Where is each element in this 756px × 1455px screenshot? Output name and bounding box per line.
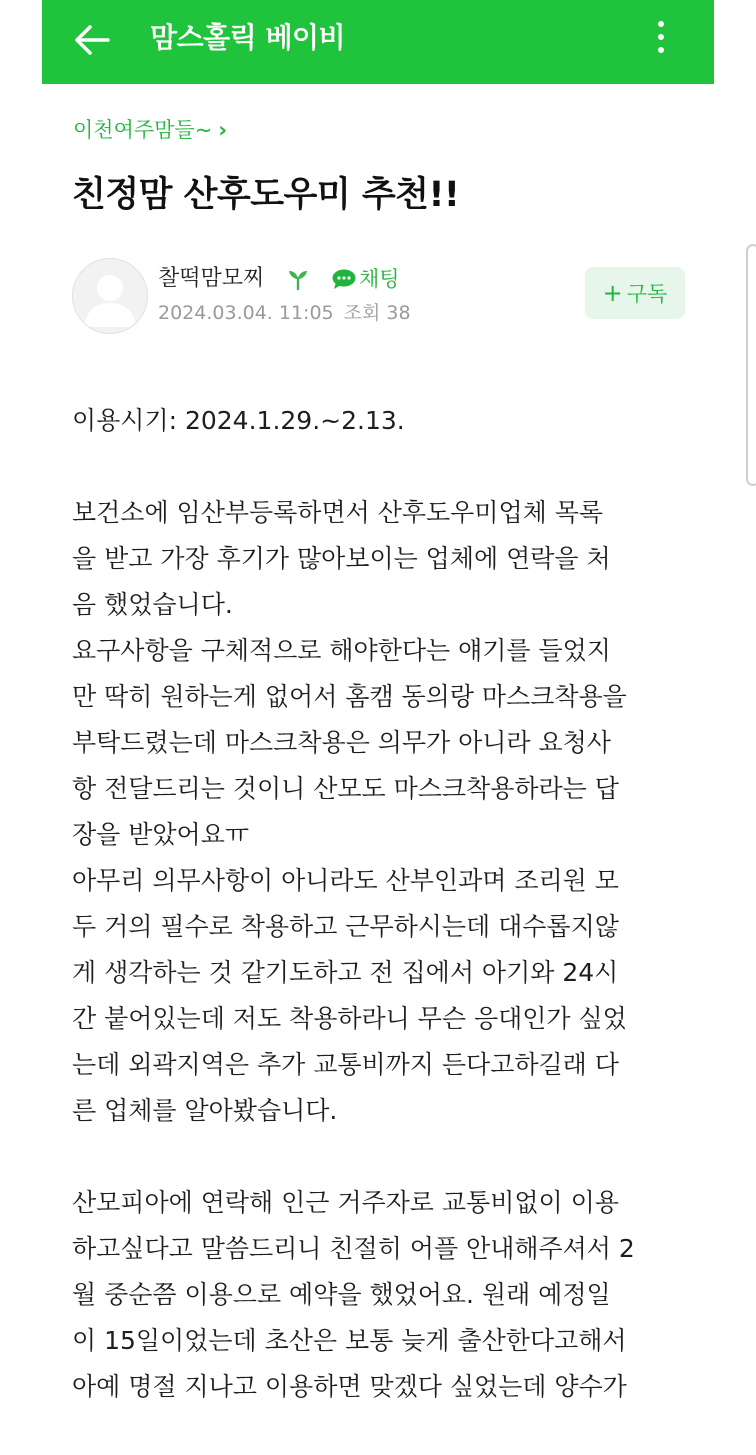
cafe-board-link[interactable]: [73, 116, 227, 144]
back-arrow-icon: [70, 18, 114, 62]
paragraph-gap: [72, 444, 706, 490]
body-line: 이 15일이었는데 초산은 보통 늦게 출산한다고해서: [72, 1326, 627, 1355]
chat-button[interactable]: [331, 264, 400, 294]
body-line: 부탁드렸는데 마스크착용은 의무가 아니라 요청사: [72, 728, 611, 757]
body-line: 른 업체를 알아봤습니다.: [72, 1096, 338, 1125]
chevron-right-icon: ›: [218, 118, 227, 142]
app-title: 맘스홀릭 베이비: [150, 21, 346, 54]
body-line: 요구사항을 구체적으로 해야한다는 얘기를 들었지: [72, 636, 611, 665]
body-line: 장을 받았어요ㅠ: [72, 820, 249, 849]
body-line: 두 거의 필수로 착용하고 근무하시는데 대수롭지않: [72, 912, 619, 941]
paragraph-gap: [72, 1134, 706, 1180]
body-line: 하고싶다고 말씀드리니 친절히 어플 안내해주셔서 2: [72, 1234, 635, 1263]
more-vertical-icon: [646, 21, 676, 53]
post-title: 친정맘 산후도우미 추천!!: [72, 175, 460, 215]
body-line: 산모피아에 연락해 인근 거주자로 교통비없이 이용: [72, 1188, 619, 1217]
body-line: 아예 명절 지나고 이용하면 맞겠다 싶었는데 양수가: [72, 1372, 627, 1401]
subscribe-label: 구독: [626, 282, 668, 306]
body-line: 항 전달드리는 것이니 산모도 마스크착용하라는 답: [72, 774, 619, 803]
body-line: 음 했었습니다.: [72, 590, 233, 619]
post-body: [72, 398, 706, 1410]
chat-bubble-icon: [331, 268, 357, 290]
view-count: 조회 38: [343, 302, 411, 324]
post-meta: [158, 300, 411, 326]
more-menu-button[interactable]: [646, 16, 676, 64]
author-name[interactable]: 찰떡맘모찌: [158, 266, 265, 291]
body-line: 간 붙어있는데 저도 착용하라니 무슨 응대인가 싶었: [72, 1004, 627, 1033]
subscribe-button[interactable]: [585, 267, 685, 319]
body-line: 을 받고 가장 후기가 많아보이는 업체에 연락을 처: [72, 544, 611, 573]
author-avatar[interactable]: [72, 258, 148, 334]
post-page: [42, 0, 714, 1455]
body-line: 이용시기: 2024.1.29.~2.13.: [72, 406, 405, 435]
top-app-bar: [42, 0, 714, 84]
default-avatar-icon: [73, 259, 147, 333]
post-date: 2024.03.04. 11:05: [158, 302, 334, 324]
sprout-icon: [287, 268, 309, 290]
scrollbar-handle[interactable]: [746, 244, 756, 486]
plus-icon: +: [602, 279, 623, 307]
cafe-board-label: 이천여주맘들~: [73, 118, 213, 142]
body-line: 아무리 의무사항이 아니라도 산부인과며 조리원 모: [72, 866, 619, 895]
body-line: 월 중순쯤 이용으로 예약을 했었어요. 원래 예정일: [72, 1280, 611, 1309]
body-line: 만 딱히 원하는게 없어서 홈캠 동의랑 마스크착용을: [72, 682, 627, 711]
body-line: 보건소에 임산부등록하면서 산후도우미업체 목록: [72, 498, 603, 527]
chat-label: 채팅: [359, 267, 400, 291]
body-line: 게 생각하는 것 같기도하고 전 집에서 아기와 24시: [72, 958, 619, 987]
body-line: 는데 외곽지역은 추가 교통비까지 든다고하길래 다: [72, 1050, 619, 1079]
back-button[interactable]: [70, 18, 114, 62]
